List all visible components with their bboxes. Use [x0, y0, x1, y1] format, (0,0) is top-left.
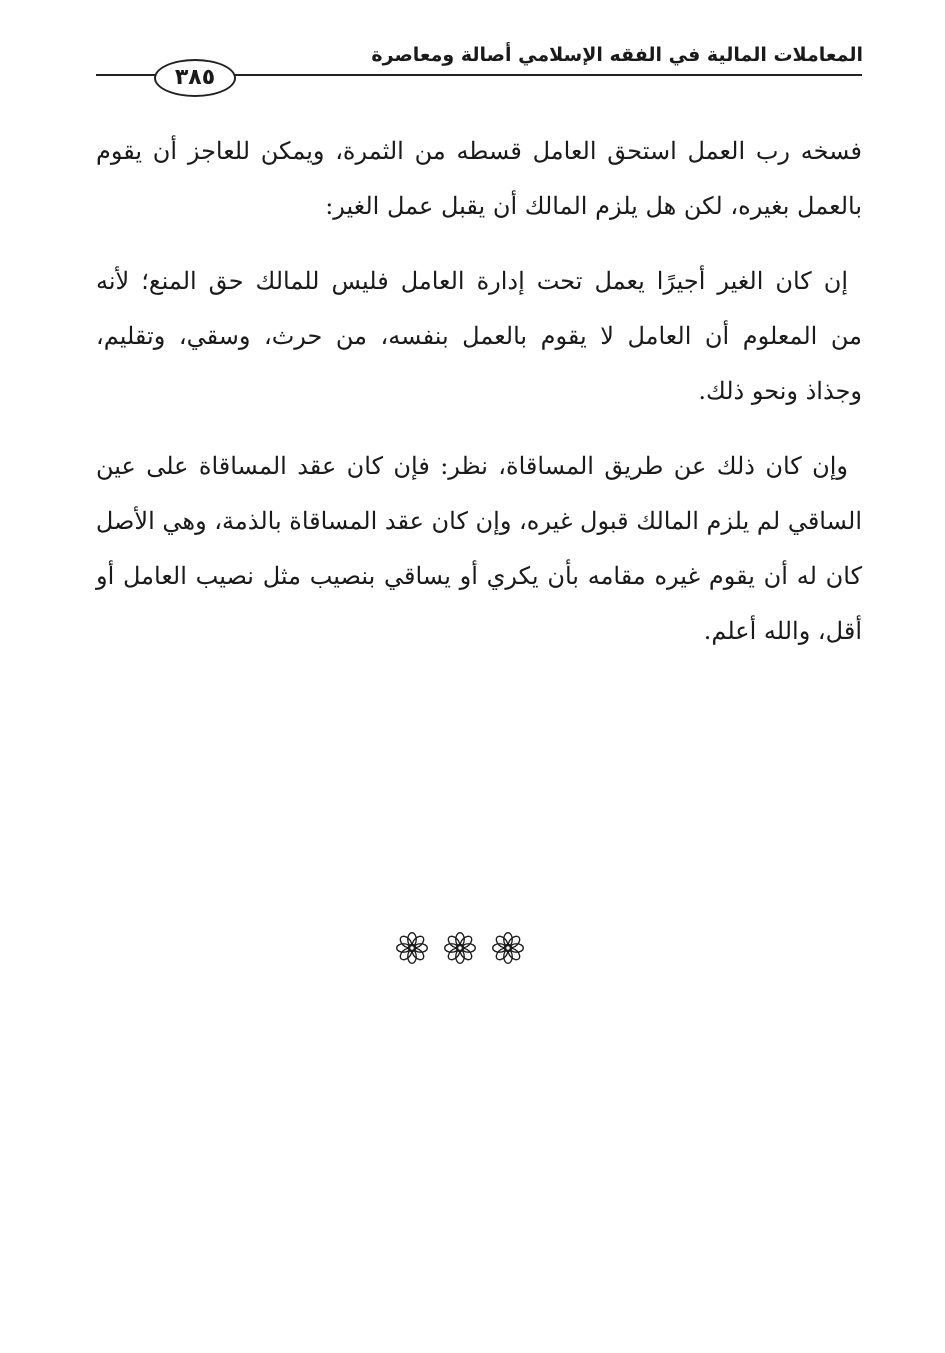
page-number: ٣٨٥ — [154, 59, 236, 97]
text-line: من المعلوم أن العامل لا يقوم بالعمل بنفسه، من حرث، وسقي، وتقليم، — [96, 322, 863, 350]
flower-ornament-icon — [491, 931, 525, 965]
body-text — [96, 124, 862, 679]
flower-ornament-icon — [443, 931, 477, 965]
flower-ornament-icon — [395, 931, 429, 965]
text-line: وإن كان ذلك عن طريق المساقاة، نظر: فإن كان عقد المساقاة على عين — [96, 452, 848, 480]
text-line: إن كان الغير أجيرًا يعمل تحت إدارة العامل فليس للمالك حق المنع؛ لأنه — [96, 267, 848, 295]
paragraph-1 — [96, 124, 862, 234]
text-line: أقل، والله أعلم. — [703, 617, 862, 645]
text-line: وجذاذ ونحو ذلك. — [698, 377, 862, 405]
header-rule-right — [235, 74, 862, 76]
paragraph-2 — [96, 254, 862, 419]
text-line: بالعمل بغيره، لكن هل يلزم المالك أن يقبل عمل الغير: — [325, 192, 862, 220]
section-end-ornaments — [395, 928, 525, 968]
paragraph-3 — [96, 439, 862, 659]
text-line: كان له أن يقوم غيره مقامه بأن يكري أو يساقي بنصيب مثل نصيب العامل أو — [96, 562, 862, 590]
text-line: الساقي لم يلزم المالك قبول غيره، وإن كان عقد المساقاة بالذمة، وهي الأصل — [95, 507, 862, 535]
running-header-title: المعاملات المالية في الفقه الإسلامي أصالة ومعاصرة — [371, 44, 863, 66]
text-line: فسخه رب العمل استحق العامل قسطه من الثمرة، ويمكن للعاجز أن يقوم — [96, 137, 862, 165]
header-rule-left — [96, 74, 156, 76]
